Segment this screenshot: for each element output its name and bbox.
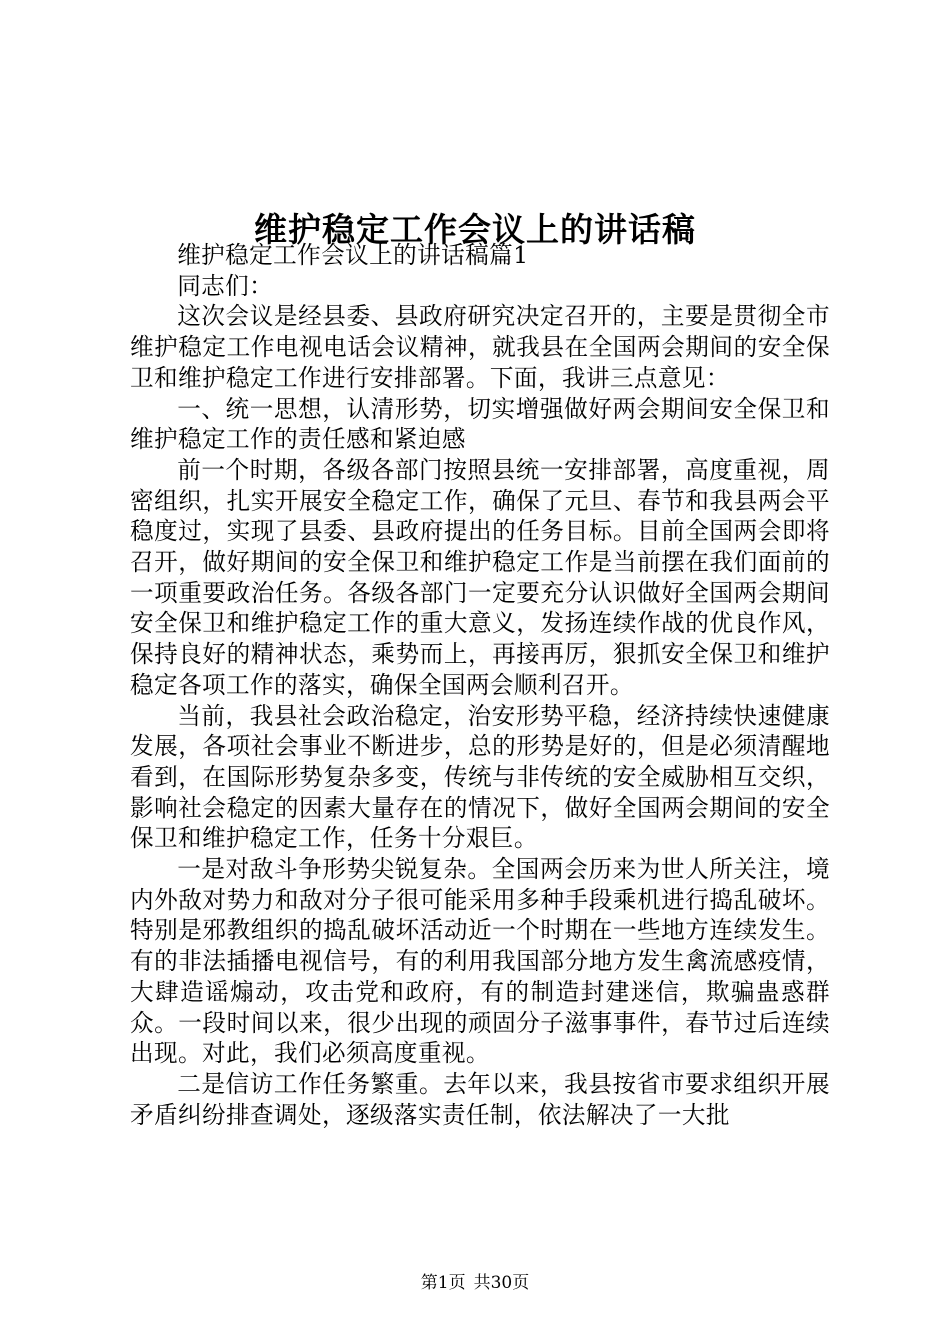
section-heading: 维护稳定工作会议上的讲话稿篇1 bbox=[177, 241, 529, 269]
paragraph: 二是信访工作任务繁重。去年以来，我县按省市要求组织开展矛盾纠纷排查调处，逐级落实责任制，依法解决了一大批 bbox=[130, 1069, 830, 1129]
paragraph: 这次会议是经县委、县政府研究决定召开的，主要是贯彻全市维护稳定工作电视电话会议精神，就我县在全国两会期间的安全保卫和维护稳定工作进行安排部署。下面，我讲三点意见： bbox=[130, 302, 830, 392]
page-total: 共30页 bbox=[473, 1273, 530, 1293]
page-footer bbox=[0, 1272, 950, 1294]
paragraph: 当前，我县社会政治稳定，治安形势平稳，经济持续快速健康发展，各项社会事业不断进步，总的形势是好的，但是必须清醒地看到，在国际形势复杂多变，传统与非传统的安全威胁相互交织，影响社会稳定的因素大量存在的情况下，做好全国两会期间的安全保卫和维护稳定工作，任务十分艰巨。 bbox=[130, 701, 830, 853]
salutation: 同志们： bbox=[177, 271, 274, 300]
document-body bbox=[130, 240, 830, 1130]
paragraph: 一是对敌斗争形势尖锐复杂。全国两会历来为世人所关注，境内外敌对势力和敌对分子很可能采用多种手段乘机进行捣乱破坏。特别是邪教组织的捣乱破坏活动近一个时期在一些地方连续发生。有的非法插播电视信号，有的利用我国部分地方发生禽流感疫情，大肆造谣煽动，攻击党和政府，有的制造封建迷信，欺骗蛊惑群众。一段时间以来，很少出现的顽固分子滋事事件，春节过后连续出现。对此，我们必须高度重视。 bbox=[130, 855, 830, 1068]
paragraph: 前一个时期，各级各部门按照县统一安排部署，高度重视，周密组织，扎实开展安全稳定工作，确保了元旦、春节和我县两会平稳度过，实现了县委、县政府提出的任务目标。目前全国两会即将召开，做好期间的安全保卫和维护稳定工作是当前摆在我们面前的一项重要政治任务。各级各部门一定要充分认识做好全国两会期间安全保卫和维护稳定工作的重大意义，发扬连续作战的优良作风，保持良好的精神状态，乘势而上，再接再厉，狠抓安全保卫和维护稳定各项工作的落实，确保全国两会顺利召开。 bbox=[130, 455, 830, 699]
paragraph: 一、统一思想，认清形势，切实增强做好两会期间安全保卫和维护稳定工作的责任感和紧迫感 bbox=[130, 394, 830, 454]
document-title: 维护稳定工作会议上的讲话稿 bbox=[254, 210, 696, 250]
page-number: 第1页 bbox=[420, 1273, 466, 1293]
